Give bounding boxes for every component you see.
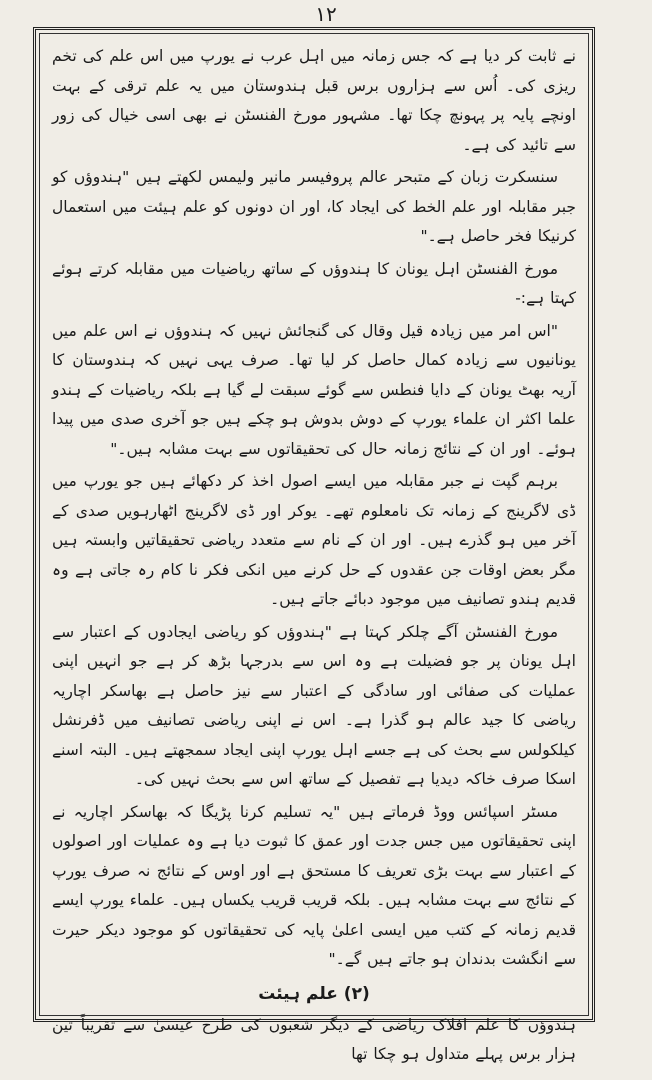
paragraph-3: مورخ الفنسٹن اہل یونان کا ہندوؤں کے ساتھ ریاضیات میں مقابلہ کرتے ہوئے کہتا ہے:- (52, 259, 576, 307)
paragraph-6: مورخ الفنسٹن آگے چلکر کہتا ہے "ہندوؤں کو ریاضی ایجادوں کے اعتبار سے اہل یونان پر جو فضیلت ہے وہ اس سے بدرجہا بڑھ کر ہے جو انہیں اپنی عملیات کی صفائی اور سادگی کے اعتبار سے نیز حاصل ہے بھاسکر اچاریہ ریاضی کا جید عالم ہو گذرا ہے۔ اس نے اپنی ریاضی تصانیف میں ڈفرنشل کیلکولس سے بحث کی ہے جسے اہل یورپ اپنی ایجاد سمجھتے ہیں۔ البتہ اسنے اسکا صرف خاکہ دیدیا ہے تفصیل کے ساتھ اس سے بحث نہیں کی۔ (52, 622, 576, 788)
paragraph-7: مسٹر اسپائس ووڈ فرماتے ہیں "یہ تسلیم کرنا پڑیگا کہ بھاسکر اچاریہ نے اپنی تحقیقاتوں میں جس جدت اور عمق کا ثبوت دیا ہے وہ عملیات اور اصولوں کے اعتبار سے بہت بڑی تعریف کا مستحق ہے اور اوس کے نتائج نہ صرف یورپ کے نتائج سے بہت مشابہ ہیں۔ بلکہ قریب قریب یکساں ہیں۔ علماء یورپ ایسے قدیم زمانہ کے کتب میں ایسی اعلیٰ پایہ کی تحقیقاتوں کو موجود دیکر حیرت سے انگشت بدندان ہو جاتے ہیں گے۔" (52, 802, 576, 968)
page-number: ۱۲ (315, 2, 337, 26)
paragraph-4-quote: "اس امر میں زیادہ قیل وقال کی گنجائش نہیں کہ ہندوؤں نے اس علم میں یونانیوں سے زیادہ کمال حاصل کر لیا تھا۔ صرف یہی نہیں کہ ہندوستان کا آریہ بھٹ یونان کے دایا فنطس سے گوئے سبقت لے گیا ہے بلکہ ریاضیات کے ہندو علما اکثر ان علماء یورپ کے دوش بدوش ہو چکے ہیں جو آخری صدی میں پیدا ہوئے۔ اور ان کے نتائج زمانہ حال کی تحقیقاتوں سے بہت مشابہ ہیں۔" (52, 321, 576, 458)
closing-line: ہندوؤں کا علم افلاک ریاضی کے دیگر شعبوں کی طرح عیسیٰ سے تقریباً تین ہزار برس پہلے متداول ہو چکا تھا (52, 1015, 576, 1063)
section-heading: (۲) علم ہیئت (258, 983, 370, 1004)
text-frame (33, 27, 595, 1063)
paragraph-5: برہم گپت نے جبر مقابلہ میں ایسے اصول اخذ کر دکھائے ہیں جو یورپ میں ڈی لاگرینج کے زمانہ تک نامعلوم تھے۔ یوکر اور ڈی لاگرینج اٹھارہویں صدی کے آخر میں ہو گذرے ہیں۔ اور ان کے نام سے متعدد ریاضی تحقیقاتیں وابستہ ہیں مگر بعض اوقات جن عقدوں کے حل کرنے میں انکی فکر نا کام رہ جاتی ہے وہ قدیم ہندو تصانیف میں موجود دبائے جاتے ہیں۔ (52, 472, 576, 608)
paragraph-2: سنسکرت زبان کے متبحر عالم پروفیسر مانیر ولیمس لکھتے ہیں "ہندوؤں کو جبر مقابلہ اور علم الخط کی ایجاد کا، اور ان دونوں کو علم ہیئت میں استعمال کرنیکا فخر حاصل ہے۔" (52, 168, 576, 245)
paragraph-1: نے ثابت کر دیا ہے کہ جس زمانہ میں اہل عرب نے یورپ میں اس علم کی تخم ریزی کی۔ اُس سے ہزاروں برس قبل ہندوستان میں یہ علم ترقی کے بہت اونچے پایہ پر پہونچ چکا تھا۔ مشہور مورخ الفنسٹن نے بھی اسی خیال کی زور سے تائید کی ہے۔ (52, 47, 576, 154)
